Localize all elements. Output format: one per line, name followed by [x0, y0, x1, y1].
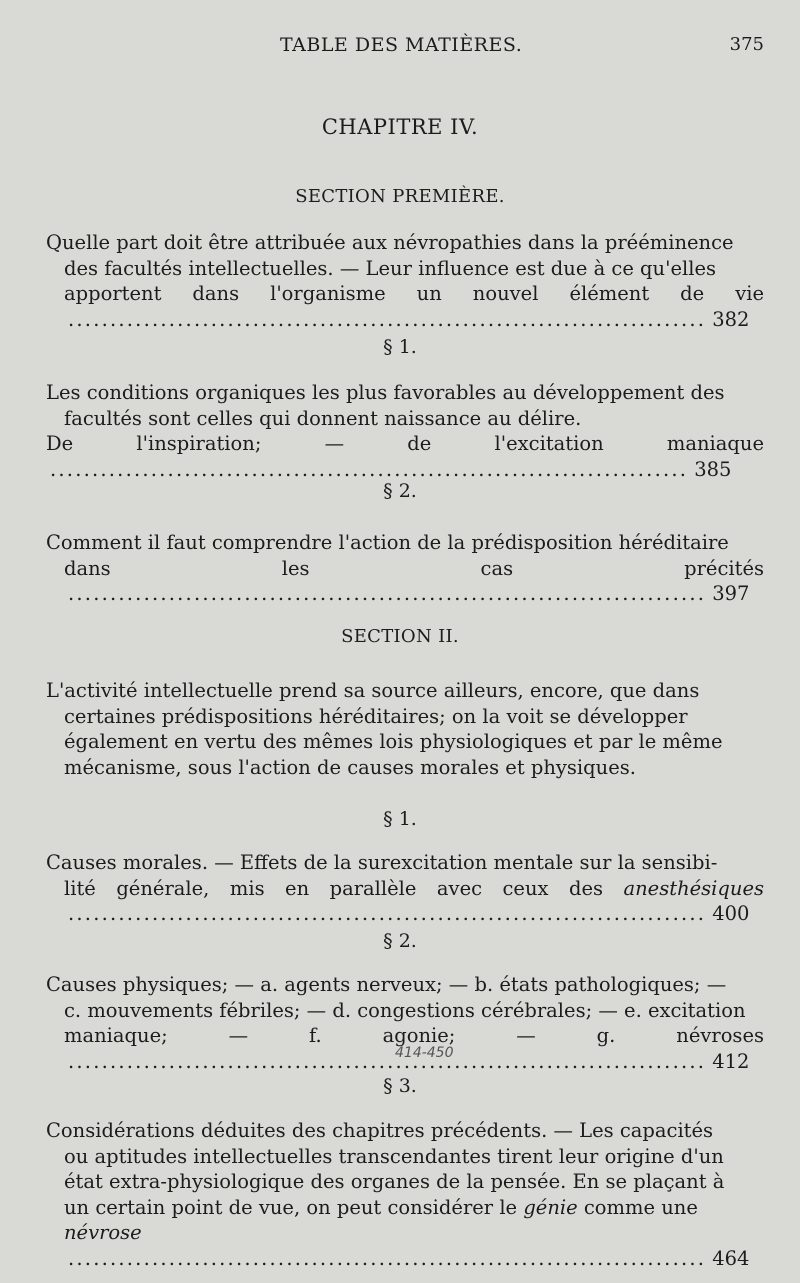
toc-entry-4 [46, 678, 764, 780]
leader-dots [68, 308, 702, 331]
paragraph-mark: § 2. [383, 930, 417, 952]
entry-line: mécanisme, sous l'action de causes morales et physiques. [64, 755, 636, 779]
entry-page-number: 385 [694, 457, 732, 481]
toc-entry-1 [46, 230, 764, 332]
page-number: 375 [729, 34, 764, 55]
entry-line: également en vertu des mêmes lois physiologiques et par le même [64, 730, 723, 753]
entry-line: Les conditions organiques les plus favorables au développement des [46, 381, 725, 404]
leader-dots [68, 582, 702, 605]
entry-line: maniaque; — f. agonie; — g. névroses [64, 1024, 764, 1047]
entry-line: état extra-physiologique des organes de la pensée. En se plaçant à [64, 1170, 725, 1193]
entry-line: certaines prédispositions héréditaires; on la voit se développer [64, 704, 688, 728]
entry-line: L'activité intellectuelle prend sa source ailleurs, encore, que dans [46, 679, 700, 702]
entry-page-number: 400 [712, 902, 750, 925]
entry-page-number: 397 [712, 582, 750, 605]
entry-italic-term: génie [523, 1195, 578, 1219]
entry-line: apportent dans l'organisme un nouvel élément de vie [64, 282, 764, 305]
leader-dots [68, 1050, 702, 1073]
entry-line: Comment il faut comprendre l'action de la prédisposition héréditaire [46, 531, 729, 554]
entry-leader-line [46, 876, 764, 927]
toc-entry-2 [46, 380, 764, 482]
chapter-title: CHAPITRE IV. [321, 115, 479, 139]
entry-page-number: 412 [712, 1049, 750, 1073]
entry-line: Quelle part doit être attribuée aux névropathies dans la prééminence [46, 231, 734, 254]
leader-dots [50, 458, 684, 481]
running-head [0, 34, 800, 64]
entry-italic-term: névrose [64, 1221, 142, 1244]
entry-leader-line [46, 1220, 764, 1271]
entry-line [64, 877, 764, 900]
leader-dots [68, 902, 702, 925]
entry-line: c. mouvements fébriles; — d. congestions cérébrales; — e. excitation [64, 998, 746, 1022]
entry-leader-line [46, 431, 764, 482]
entry-text: un certain point de vue, on peut considérer le [64, 1195, 524, 1219]
section-heading-2: SECTION II. [341, 626, 459, 647]
section-heading-1: SECTION PREMIÈRE. [295, 186, 505, 207]
entry-line: Considérations déduites des chapitres précédents. — Les capacités [46, 1119, 714, 1142]
leader-dots [68, 1247, 702, 1270]
entry-line: Causes morales. — Effets de la surexcitation mentale sur la sensibi- [46, 851, 718, 874]
toc-entry-7 [46, 1118, 764, 1271]
paragraph-mark: § 1. [383, 808, 417, 830]
paragraph-mark: § 1. [383, 336, 417, 358]
entry-line: ou aptitudes intellectuelles transcendantes tirent leur origine d'un [64, 1144, 724, 1168]
paragraph-mark: § 3. [383, 1075, 417, 1097]
entry-line: dans les cas précités [64, 556, 764, 580]
entry-italic-term: anesthésiques [623, 876, 764, 900]
paragraph-mark: § 2. [383, 480, 417, 502]
entry-line: des facultés intellectuelles. — Leur influence est due à ce qu'elles [64, 256, 717, 280]
entry-line [46, 1195, 764, 1221]
toc-entry-5 [46, 850, 764, 927]
entry-text: lité générale, mis en parallèle avec ceux des [64, 876, 624, 900]
entry-line: Causes physiques; — a. agents nerveux; — b. états pathologiques; — [46, 973, 727, 996]
running-title: TABLE DES MATIÈRES. [280, 34, 523, 56]
entry-page-number: 464 [712, 1246, 750, 1270]
entry-leader-line [46, 281, 764, 332]
entry-leader-line [46, 556, 764, 607]
toc-entry-3 [46, 530, 764, 607]
entry-line: facultés sont celles qui donnent naissance au délire. [64, 406, 582, 430]
handwritten-note: 414-450 [395, 1045, 454, 1061]
entry-page-number: 382 [712, 307, 750, 331]
entry-line: De l'inspiration; — de l'excitation maniaque [46, 432, 764, 455]
entry-text: comme une [577, 1195, 698, 1219]
